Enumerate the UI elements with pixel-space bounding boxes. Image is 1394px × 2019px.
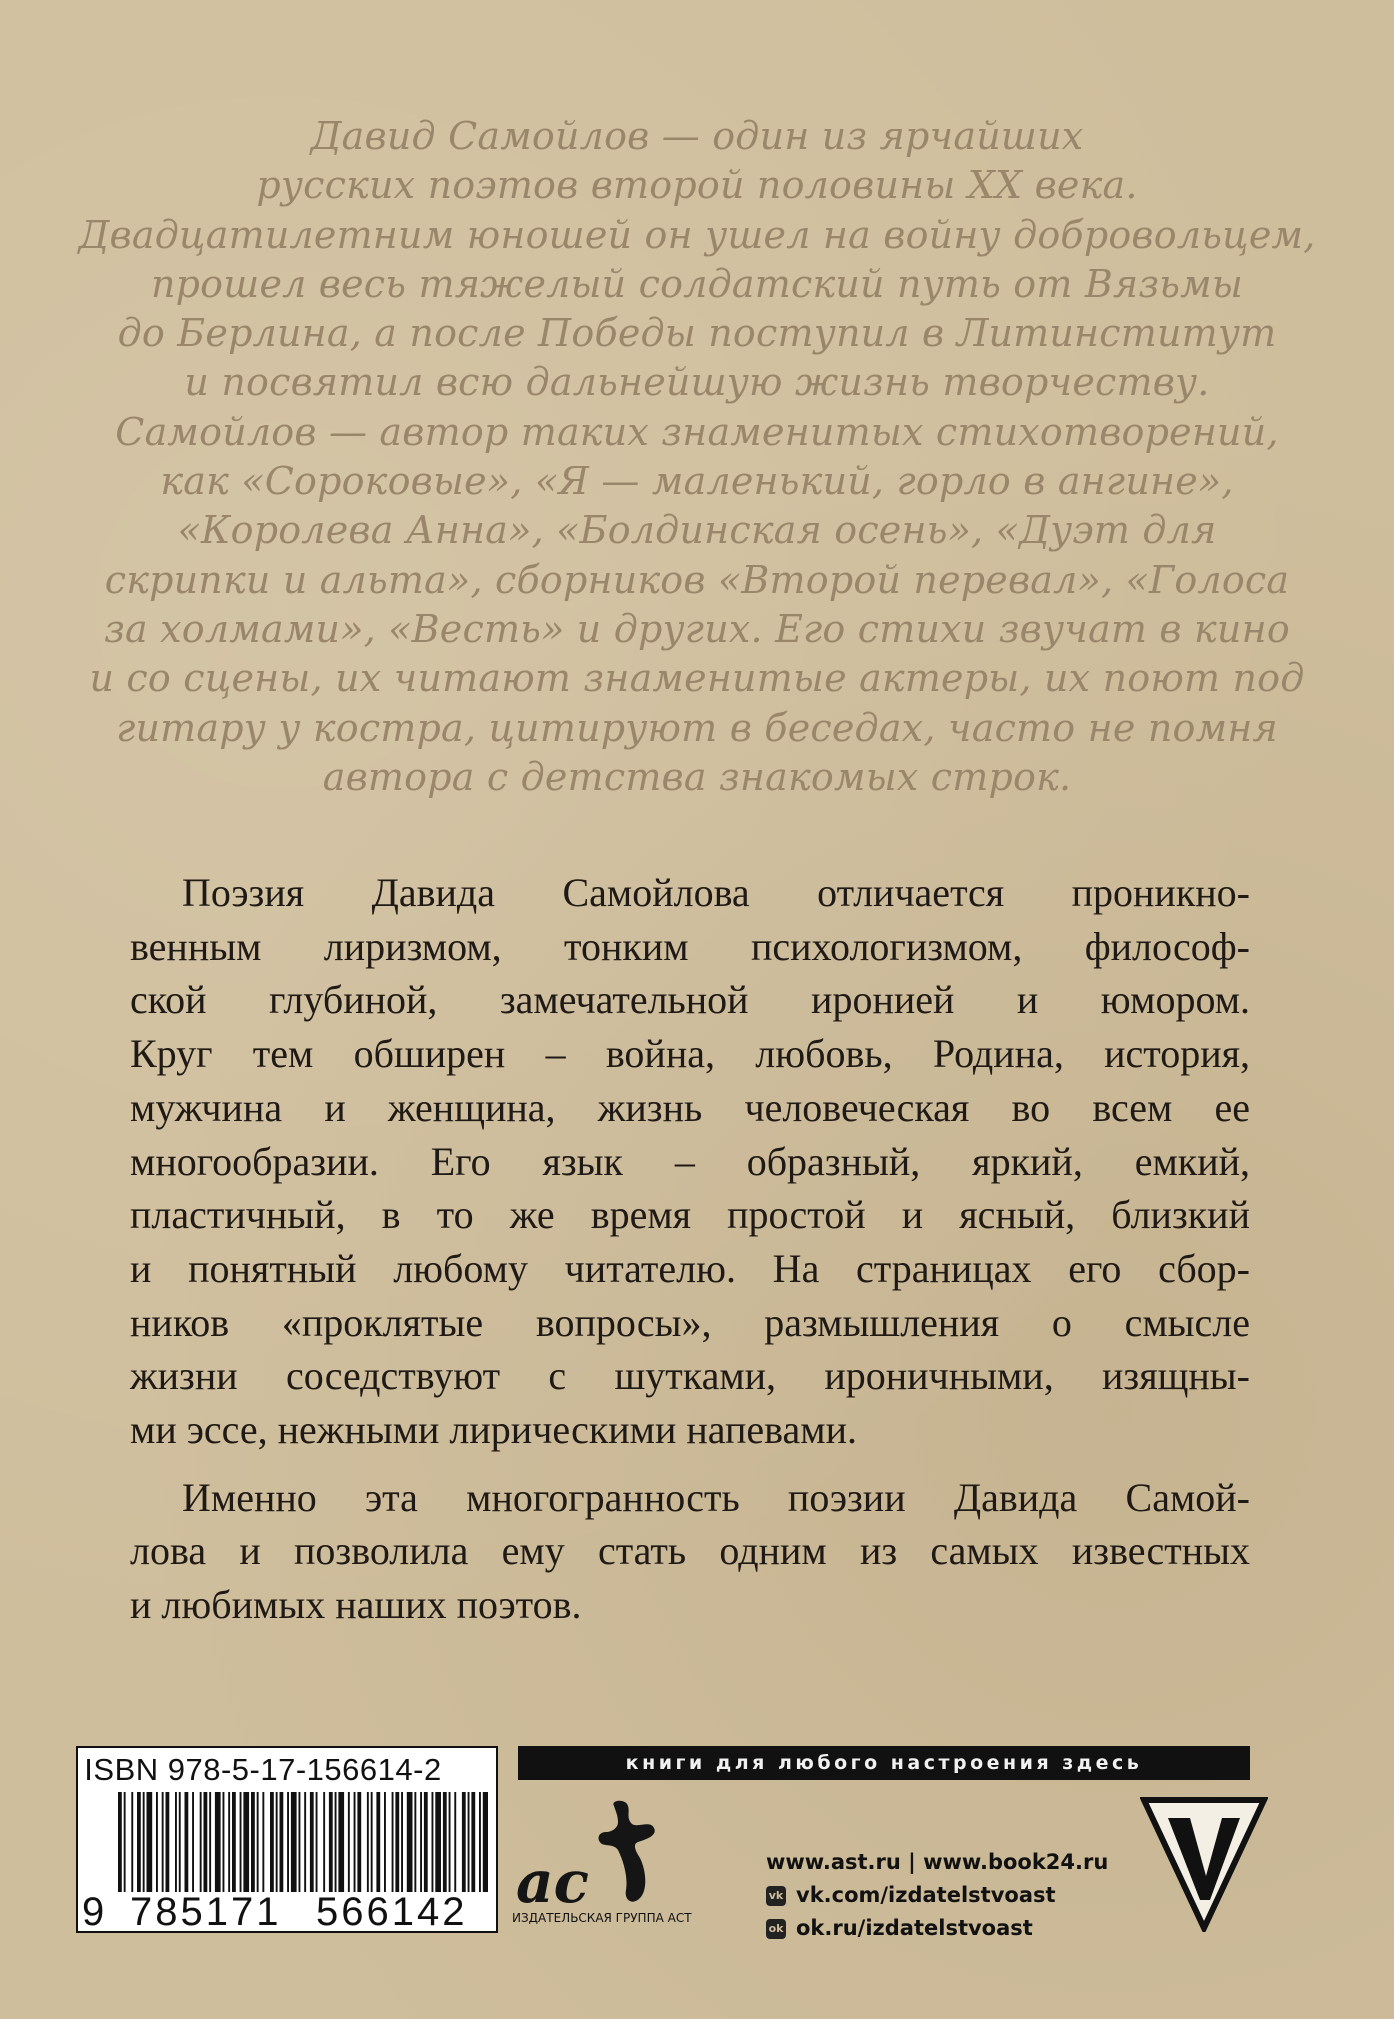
quote-line: гитару у костра, цитируют в беседах, часто не помня: [116, 705, 1278, 750]
quote-line: за холмами», «Весть» и других. Его стихи звучат в кино: [104, 606, 1290, 651]
barcode-bar: [304, 1792, 306, 1892]
barcode-bar: [270, 1792, 274, 1892]
tagline-bar: книги для любого настроения здесь: [518, 1746, 1250, 1780]
paragraph-line: венным лиризмом, тонким психологизмом, философ-: [130, 923, 1250, 969]
barcode-bar: [414, 1792, 416, 1892]
annotation-quote: [60, 112, 1334, 802]
barcode-bar: [432, 1792, 434, 1892]
paragraph-line: жизни соседствуют с шутками, ироничными, изящны-: [130, 1353, 1250, 1399]
barcode-bar: [449, 1792, 451, 1892]
barcode-bar: [424, 1792, 428, 1892]
barcode-bar: [185, 1792, 189, 1892]
barcode-bar: [262, 1792, 264, 1892]
barcode-bar: [435, 1792, 441, 1892]
barcode-bar: [243, 1792, 249, 1892]
ean-left-digits: 785171: [130, 1890, 282, 1934]
paragraph-gap: [130, 1457, 1250, 1471]
description-text: [130, 866, 1250, 1632]
ok-link-text: ok.ru/izdatelstvoast: [796, 1916, 1033, 1940]
paragraph-line: пластичный, в то же время простой и ясный, близкий: [130, 1192, 1250, 1238]
barcode-bar: [371, 1792, 373, 1892]
quote-line: прошел весь тяжелый солдатский путь от Вязьмы: [150, 261, 1244, 306]
barcode-bar: [462, 1792, 466, 1892]
barcode-bar: [401, 1792, 403, 1892]
quote-line: как «Сороковые», «Я — маленький, горло в ангине»,: [160, 459, 1234, 504]
ean-right-digits: 566142: [316, 1890, 468, 1934]
barcode-bar: [179, 1792, 181, 1892]
barcode-bar: [200, 1792, 202, 1892]
barcode-bar: [209, 1792, 211, 1892]
barcode-bar: [395, 1792, 399, 1892]
odnoklassniki-icon: ok: [766, 1919, 786, 1939]
paragraph-line: мужчина и женщина, жизнь человеческая во всем ее: [130, 1084, 1250, 1130]
barcode-bar: [204, 1792, 208, 1892]
barcode-bar: [124, 1792, 126, 1892]
ean-first-digit: 9: [82, 1890, 108, 1934]
barcode-bar: [228, 1792, 230, 1892]
barcode-bar: [291, 1792, 297, 1892]
barcode-bar: [335, 1792, 337, 1892]
ast-letters: ac: [516, 1848, 589, 1908]
paragraph-line: ми эссе, нежными лирическими напевами.: [130, 1407, 858, 1453]
barcode-bar: [223, 1792, 225, 1892]
barcode-bar: [468, 1792, 470, 1892]
barcode-bar: [166, 1792, 170, 1892]
barcode-bar: [310, 1792, 314, 1892]
paragraph-line: многообразии. Его язык – образный, яркий, емкий,: [130, 1138, 1250, 1184]
barcode-bar: [232, 1792, 236, 1892]
ok-link[interactable]: [766, 1912, 1108, 1945]
barcode-bar: [443, 1792, 447, 1892]
ast-logo: [514, 1798, 694, 1908]
barcode-bar: [483, 1792, 488, 1892]
barcode-bar: [175, 1792, 177, 1892]
paragraph-line: Круг тем обширен – война, любовь, Родина, история,: [130, 1031, 1250, 1077]
barcode-bar: [251, 1792, 255, 1892]
vk-link[interactable]: [766, 1879, 1108, 1912]
barcode-bar: [338, 1792, 344, 1892]
barcode-bar: [471, 1792, 475, 1892]
quote-line: «Королева Анна», «Болдинская осень», «Дуэт для: [177, 508, 1217, 553]
quote-line: автора с детства знакомых строк.: [322, 754, 1072, 799]
vk-icon: vk: [766, 1886, 786, 1906]
quote-line: Двадцатилетним юношей он ушел на войну добровольцем,: [78, 212, 1316, 257]
publisher-caption: ИЗДАТЕЛЬСКАЯ ГРУППА АСТ: [512, 1911, 692, 1925]
barcode-bar: [479, 1792, 481, 1892]
barcode-bar: [162, 1792, 164, 1892]
barcode-bar: [156, 1792, 158, 1892]
barcode-bar: [118, 1792, 122, 1892]
quote-line: до Берлина, а после Победы поступил в Литинститут: [117, 311, 1277, 356]
barcode-bar: [215, 1792, 221, 1892]
quote-line: русских поэтов второй половины XX века.: [256, 163, 1138, 208]
paragraph-line: и любимых наших поэтов.: [130, 1582, 582, 1628]
barcode-bar: [384, 1792, 386, 1892]
paragraph-line: Поэзия Давида Самойлова отличается проникно-: [182, 870, 1250, 915]
barcode-bar: [323, 1792, 325, 1892]
barcode-bar: [407, 1792, 413, 1892]
quote-line: и со сцены, их читают знаменитые актеры, их поют под: [89, 656, 1305, 701]
barcode-bar: [454, 1792, 456, 1892]
websites-link[interactable]: www.ast.ru | www.book24.ru: [766, 1850, 1109, 1874]
barcode-bar: [257, 1792, 259, 1892]
barcode-bar: [299, 1792, 301, 1892]
paragraph-line: ников «проклятые вопросы», размышления о смысле: [130, 1299, 1250, 1345]
quote-line: Самойлов — автор таких знаменитых стихотворений,: [115, 409, 1279, 454]
paragraph-line: Именно эта многогранность поэзии Давида Самой-: [182, 1474, 1250, 1520]
quote-line: Давид Самойлов — один из ярчайших: [310, 114, 1084, 158]
ast-cross-shape: [599, 1801, 655, 1902]
publisher-links: [766, 1846, 1108, 1945]
barcode-bar: [329, 1792, 333, 1892]
barcode-bar: [348, 1792, 350, 1892]
quote-line: и посвятил всю дальнейшую жизнь творчеству.: [184, 360, 1210, 405]
barcode-bar: [420, 1792, 422, 1892]
barcode-bar: [240, 1792, 242, 1892]
barcode-bar: [392, 1792, 394, 1892]
v-triangle-logo: [1140, 1796, 1268, 1932]
barcode-bar: [276, 1792, 278, 1892]
barcode-bar: [354, 1792, 356, 1892]
vk-link-text: vk.com/izdatelstvoast: [796, 1883, 1056, 1907]
barcode-bar: [147, 1792, 153, 1892]
barcode-bar: [357, 1792, 361, 1892]
barcode-bar: [143, 1792, 145, 1892]
barcode-bar: [287, 1792, 289, 1892]
barcode-bar: [137, 1792, 141, 1892]
isbn-label: ISBN 978-5-17-156614-2: [84, 1752, 442, 1787]
barcode-bars: [118, 1792, 488, 1892]
barcode-bar: [316, 1792, 318, 1892]
barcode-bar: [280, 1792, 284, 1892]
paragraph-line: ской глубиной, замечательной иронией и юмором.: [130, 977, 1250, 1023]
paragraph-line: лова и позволила ему стать одним из самых известных: [130, 1528, 1250, 1574]
barcode-bar: [376, 1792, 380, 1892]
barcode-bar: [192, 1792, 194, 1892]
quote-line: скрипки и альта», сборников «Второй перевал», «Голоса: [104, 557, 1290, 602]
barcode-bar: [367, 1792, 369, 1892]
barcode-bar: [131, 1792, 133, 1892]
paragraph-line: и понятный любому читателю. На страницах его сбор-: [130, 1245, 1250, 1291]
